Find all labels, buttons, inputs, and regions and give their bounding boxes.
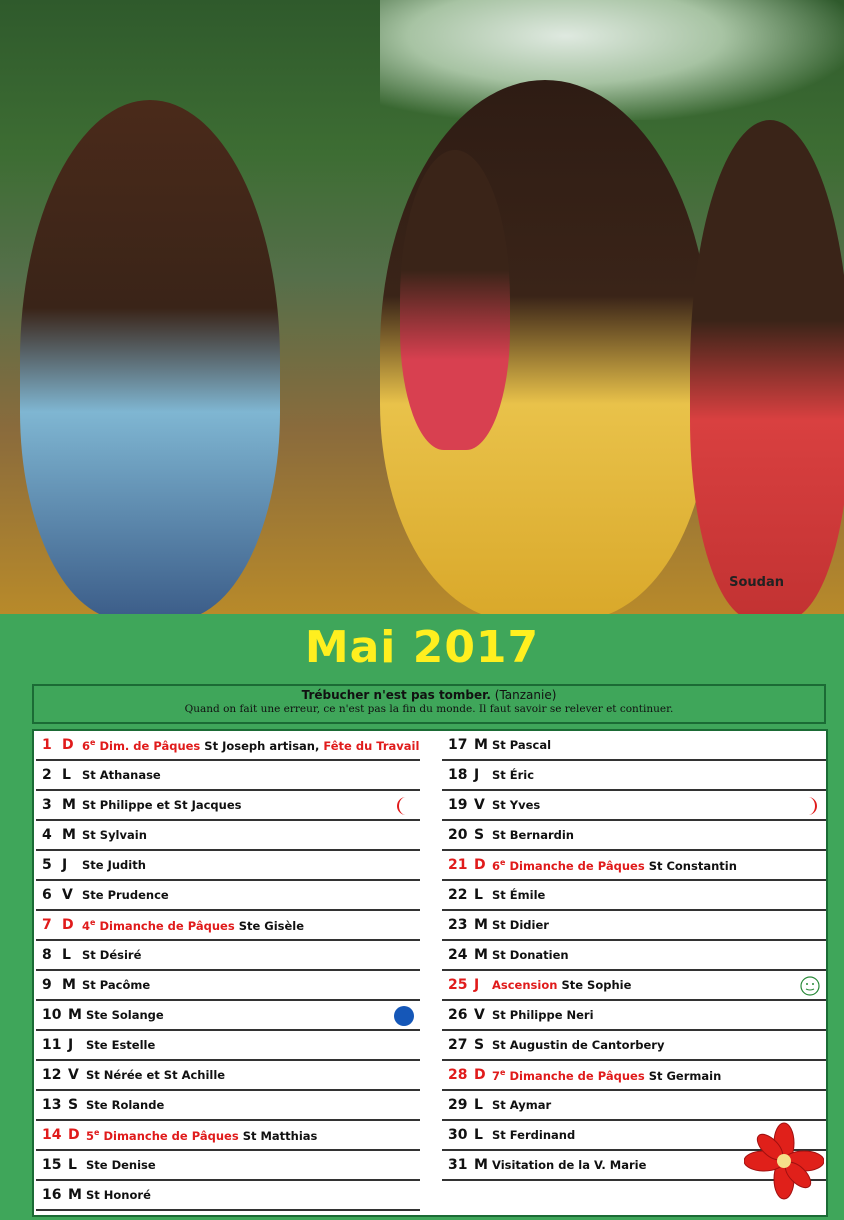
day-of-week: L — [68, 1157, 77, 1173]
feast-label: Dimanche de Pâques — [505, 1068, 645, 1083]
day-text — [82, 858, 146, 872]
saint-name: St Honoré — [86, 1188, 151, 1202]
feast-label: Dimanche de Pâques — [99, 1128, 239, 1143]
day-number: 14 — [42, 1127, 62, 1143]
full-moon-icon — [394, 1006, 414, 1026]
feast-ordinal: 6 — [82, 738, 91, 753]
day-number: 7 — [42, 917, 52, 933]
day-number: 8 — [42, 947, 52, 963]
saint-name: Ste Solange — [86, 1008, 164, 1022]
day-number: 28 — [448, 1067, 468, 1083]
saint-name: St Athanase — [82, 768, 161, 782]
day-number: 13 — [42, 1097, 62, 1113]
day-of-week: S — [474, 1037, 485, 1053]
day-text — [82, 978, 150, 992]
feast-ordinal: 5 — [86, 1128, 95, 1143]
day-text — [82, 948, 141, 962]
calendar-day-row — [36, 791, 420, 821]
day-of-week: D — [474, 857, 486, 873]
photo-person-right — [690, 120, 844, 614]
saint-name: St Joseph artisan, — [204, 738, 320, 753]
saint-name: St Germain — [648, 1068, 722, 1083]
day-text — [492, 1128, 575, 1142]
saint-name: St Matthias — [242, 1128, 318, 1143]
feast-label: Dimanche de Pâques — [95, 918, 235, 933]
calendar-day-row — [442, 971, 826, 1001]
feast-ordinal: 7 — [492, 1068, 501, 1083]
saint-name: St Pascal — [492, 738, 552, 752]
calendar-day-row — [36, 731, 420, 761]
day-of-week: L — [62, 767, 71, 783]
calendar-day-row — [442, 1061, 826, 1091]
saint-name: Ste Rolande — [86, 1098, 165, 1112]
day-number: 27 — [448, 1037, 468, 1053]
day-text — [492, 768, 534, 782]
saint-name: St Constantin — [648, 858, 737, 873]
day-number: 1 — [42, 737, 52, 753]
calendar-day-row — [442, 731, 826, 761]
day-of-week: V — [62, 887, 73, 903]
day-number: 15 — [42, 1157, 62, 1173]
day-text — [492, 828, 574, 842]
calendar-day-row — [36, 1001, 420, 1031]
day-text — [492, 798, 540, 812]
day-text — [86, 1128, 317, 1143]
calendar-day-row — [36, 881, 420, 911]
calendar-day-row — [442, 851, 826, 881]
saint-name: Ste Judith — [82, 858, 146, 872]
day-of-week: M — [62, 797, 76, 813]
feast-ordinal-suffix: e — [500, 1068, 506, 1077]
feast-ordinal: 4 — [82, 918, 91, 933]
calendar-day-row — [36, 941, 420, 971]
calendar-column-right — [442, 731, 826, 1181]
day-number: 12 — [42, 1067, 62, 1083]
calendar-day-row — [36, 1061, 420, 1091]
photo-person-left — [20, 100, 280, 614]
calendar-day-row — [36, 971, 420, 1001]
calendar-day-row — [36, 821, 420, 851]
day-number: 10 — [42, 1007, 62, 1023]
feast-ordinal-suffix: e — [90, 738, 96, 747]
day-text — [82, 828, 147, 842]
saint-name: St Désiré — [82, 948, 142, 962]
day-of-week: M — [474, 947, 488, 963]
feast-ordinal: 6 — [492, 858, 501, 873]
day-of-week: S — [68, 1097, 79, 1113]
day-number: 2 — [42, 767, 52, 783]
day-text — [86, 1098, 164, 1112]
day-text — [492, 1098, 551, 1112]
last-quarter-moon-icon — [800, 796, 820, 816]
day-of-week: J — [62, 857, 68, 873]
proverb-heading: Trébucher n'est pas tomber. — [301, 688, 491, 702]
amaryllis-flower-icon — [744, 1121, 824, 1201]
day-of-week: M — [474, 1157, 488, 1173]
saint-name: St Donatien — [492, 948, 569, 962]
day-text — [492, 1008, 594, 1022]
day-of-week: L — [62, 947, 71, 963]
day-number: 31 — [448, 1157, 468, 1173]
day-text — [82, 918, 304, 933]
feast-label: Dim. de Pâques — [95, 738, 201, 753]
feast-ordinal-suffix: e — [500, 858, 506, 867]
day-of-week: D — [474, 1067, 486, 1083]
day-text — [492, 948, 569, 962]
saint-name: St Sylvain — [82, 828, 147, 842]
day-number: 4 — [42, 827, 52, 843]
saint-name: St Éric — [492, 768, 535, 782]
saint-name: Ste Sophie — [561, 978, 632, 992]
calendar-day-row — [36, 1031, 420, 1061]
day-of-week: S — [474, 827, 485, 843]
feast-label: Ascension — [492, 978, 558, 992]
day-of-week: M — [474, 917, 488, 933]
day-text — [86, 1158, 156, 1172]
day-text — [82, 888, 169, 902]
day-number: 19 — [448, 797, 468, 813]
saint-name: Ste Estelle — [86, 1038, 156, 1052]
feast-ordinal-suffix: e — [94, 1128, 100, 1137]
day-number: 11 — [42, 1037, 62, 1053]
day-of-week: M — [68, 1007, 82, 1023]
proverb-origin: (Tanzanie) — [494, 688, 557, 702]
day-text — [86, 1188, 151, 1202]
saint-name: St Didier — [492, 918, 549, 932]
calendar-day-row — [442, 761, 826, 791]
day-number: 6 — [42, 887, 52, 903]
holiday-label: Fête du Travail — [319, 738, 420, 753]
day-text — [492, 1038, 664, 1052]
day-text — [492, 1068, 721, 1083]
day-text — [492, 1158, 646, 1172]
day-of-week: V — [474, 797, 485, 813]
calendar-day-row — [36, 911, 420, 941]
day-of-week: M — [62, 827, 76, 843]
day-number: 24 — [448, 947, 468, 963]
day-of-week: J — [68, 1037, 74, 1053]
day-number: 3 — [42, 797, 52, 813]
day-number: 20 — [448, 827, 468, 843]
calendar-day-row — [442, 881, 826, 911]
calendar-grid — [32, 729, 828, 1217]
saint-name: St Philippe Neri — [492, 1008, 594, 1022]
calendar-day-row — [442, 821, 826, 851]
day-number: 5 — [42, 857, 52, 873]
day-of-week: M — [474, 737, 488, 753]
day-of-week: J — [474, 767, 480, 783]
day-number: 21 — [448, 857, 468, 873]
saint-name: St Aymar — [492, 1098, 552, 1112]
day-number: 30 — [448, 1127, 468, 1143]
day-number: 17 — [448, 737, 468, 753]
day-of-week: L — [474, 1097, 483, 1113]
calendar-day-row — [442, 791, 826, 821]
day-number: 22 — [448, 887, 468, 903]
first-quarter-moon-icon — [394, 796, 414, 816]
day-of-week: J — [474, 977, 480, 993]
feast-label: Dimanche de Pâques — [505, 858, 645, 873]
saint-name: St Yves — [492, 798, 541, 812]
day-number: 18 — [448, 767, 468, 783]
saint-name: Visitation de la V. Marie — [492, 1158, 647, 1172]
calendar-day-row — [36, 1151, 420, 1181]
calendar-day-row — [442, 1091, 826, 1121]
day-of-week: V — [474, 1007, 485, 1023]
day-number: 16 — [42, 1187, 62, 1203]
saint-name: St Pacôme — [82, 978, 151, 992]
day-text — [492, 858, 737, 873]
photo-person-back — [400, 150, 510, 450]
day-of-week: M — [68, 1187, 82, 1203]
new-moon-icon — [800, 976, 820, 996]
day-text — [86, 1038, 155, 1052]
calendar-day-row — [36, 761, 420, 791]
day-of-week: D — [62, 737, 74, 753]
day-of-week: D — [68, 1127, 80, 1143]
calendar-day-row — [36, 1091, 420, 1121]
calendar-day-row — [36, 851, 420, 881]
day-of-week: D — [62, 917, 74, 933]
day-number: 29 — [448, 1097, 468, 1113]
day-number: 26 — [448, 1007, 468, 1023]
day-number: 25 — [448, 977, 468, 993]
saint-name: St Ferdinand — [492, 1128, 576, 1142]
calendar-day-row — [442, 1031, 826, 1061]
saint-name: Ste Prudence — [82, 888, 169, 902]
saint-name: Ste Gisèle — [238, 918, 305, 933]
day-text — [492, 918, 549, 932]
proverb-box — [32, 684, 826, 724]
day-text — [82, 738, 419, 753]
photo-caption: Soudan — [729, 575, 784, 590]
calendar-column-left — [36, 731, 420, 1211]
day-of-week: M — [62, 977, 76, 993]
month-title: Mai 2017 — [304, 622, 540, 673]
saint-name: St Augustin de Cantorbery — [492, 1038, 665, 1052]
proverb-text: Quand on fait une erreur, ce n'est pas la fin du monde. Il faut savoir se relever et continuer. — [184, 703, 674, 715]
day-of-week: L — [474, 887, 483, 903]
calendar-day-row — [442, 911, 826, 941]
day-text — [82, 798, 242, 812]
photo-sky — [380, 0, 844, 120]
day-text — [86, 1008, 164, 1022]
calendar-day-row — [36, 1181, 420, 1211]
day-text — [492, 738, 551, 752]
day-of-week: L — [474, 1127, 483, 1143]
feast-ordinal-suffix: e — [90, 918, 96, 927]
calendar-day-row — [442, 941, 826, 971]
calendar-day-row — [36, 1121, 420, 1151]
day-text — [82, 768, 161, 782]
saint-name: St Nérée et St Achille — [86, 1068, 226, 1082]
day-text — [492, 888, 545, 902]
saint-name: St Émile — [492, 888, 546, 902]
saint-name: St Bernardin — [492, 828, 574, 842]
day-number: 23 — [448, 917, 468, 933]
day-number: 9 — [42, 977, 52, 993]
calendar-day-row — [442, 1001, 826, 1031]
saint-name: Ste Denise — [86, 1158, 156, 1172]
day-text — [86, 1068, 225, 1082]
saint-name: St Philippe et St Jacques — [82, 798, 242, 812]
day-of-week: V — [68, 1067, 79, 1083]
day-text — [492, 978, 631, 992]
